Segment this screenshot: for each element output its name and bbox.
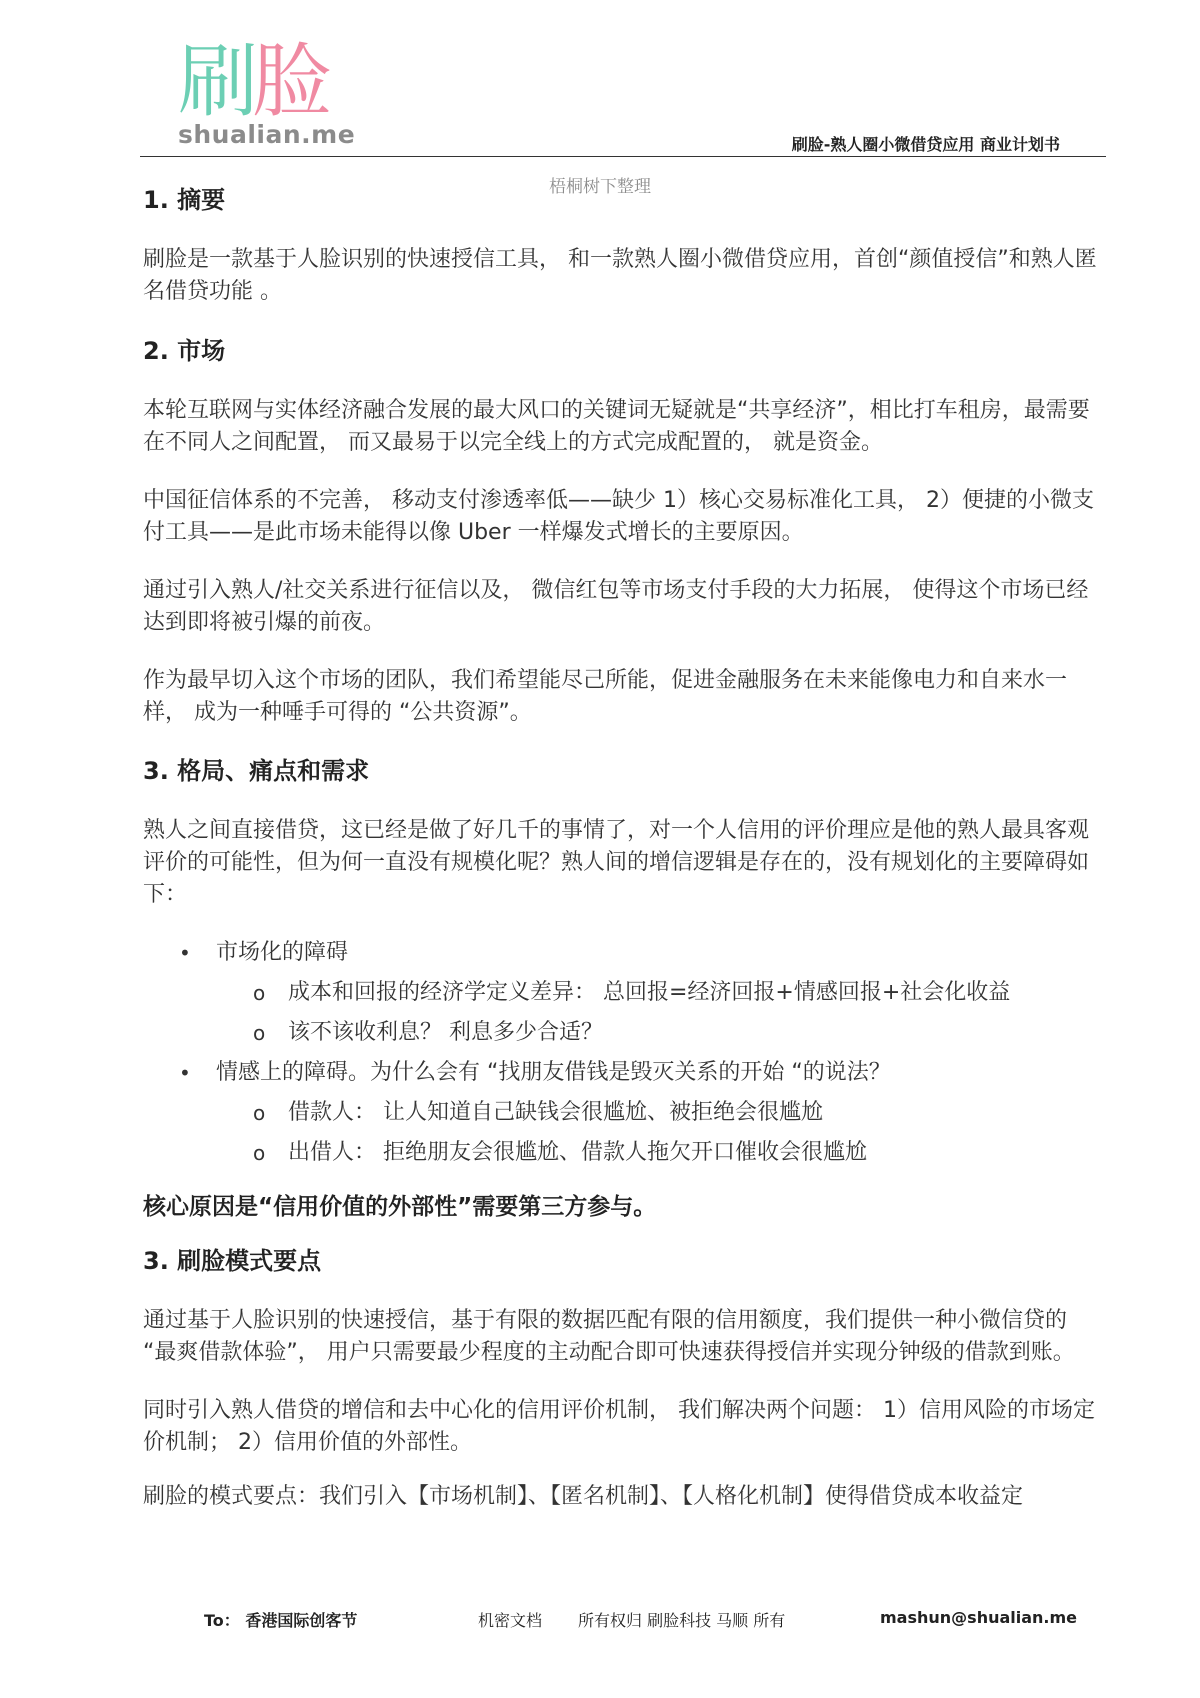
list-item: • 市场化的障碍 — [143, 937, 1105, 969]
logo-char-1: 刷 — [178, 35, 252, 128]
section-1-paragraph: 刷脸是一款基于人脸识别的快速授信工具， 和一款熟人圈小微借贷应用，首创“颜值授信”和熟人匿名借贷功能 。 — [143, 247, 1097, 304]
section-3-heading: 3. 格局、痛点和需求 — [143, 757, 370, 785]
section-3-paragraph: 熟人之间直接借贷，这已经是做了好几千的事情了，对一个人信用的评价理应是他的熟人最具客观评价的可能性，但为何一直没有规模化呢？熟人间的增信逻辑是存在的，没有规划化的主要障碍如下： — [143, 818, 1090, 907]
section-1-heading: 1. 摘要 — [143, 186, 226, 214]
section-2-paragraph-3: 通过引入熟人/社交关系进行征信以及， 微信红包等市场支付手段的大力拓展， 使得这个市场已经达到即将被引爆的前夜。 — [143, 578, 1089, 635]
header-divider — [140, 156, 1106, 157]
section-2-paragraph-1: 本轮互联网与实体经济融合发展的最大风口的关键词无疑就是“共享经济”，相比打车租房，最需要在不同人之间配置， 而又最易于以完全线上的方式完成配置的， 就是资金。 — [143, 398, 1090, 455]
footer-confidential: 机密文档 — [478, 1611, 543, 1630]
logo-wordmark — [178, 35, 326, 128]
section-4-paragraph-1: 通过基于人脸识别的快速授信，基于有限的数据匹配有限的信用额度，我们提供一种小微信贷的 “最爽借款体验”， 用户只需要最少程度的主动配合即可快速获得授信并实现分钟级的借款到账。 — [143, 1308, 1075, 1365]
list-item: o 该不该收利息？ 利息多少合适？ — [143, 1017, 1105, 1049]
list-item: o 成本和回报的经济学定义差异： 总回报=经济回报+情感回报+社会化收益 — [143, 977, 1105, 1009]
document-body — [143, 184, 1105, 1513]
logo-char-2: 脸 — [252, 35, 326, 128]
core-reason-statement: 核心原因是“信用价值的外部性”需要第三方参与。 — [143, 1194, 657, 1220]
section-2-heading: 2. 市场 — [143, 337, 226, 365]
section-4-paragraph-2: 同时引入熟人借贷的增信和去中心化的信用评价机制， 我们解决两个问题： 1）信用风险的市场定价机制； 2）信用价值的外部性。 — [143, 1398, 1095, 1455]
section-4-heading: 3. 刷脸模式要点 — [143, 1247, 322, 1275]
document-title: 刷脸-熟人圈小微借贷应用 商业计划书 — [791, 135, 1060, 154]
section-2-paragraph-2: 中国征信体系的不完善， 移动支付渗透率低——缺少 1）核心交易标准化工具， 2）便捷的小微支付工具——是此市场未能得以像 Uber 一样爆发式增长的主要原因。 — [143, 488, 1094, 545]
footer-ownership: 所有权归 刷脸科技 马顺 所有 — [578, 1611, 786, 1630]
footer-recipient: To： 香港国际创客节 — [204, 1611, 358, 1630]
section-4-paragraph-3: 刷脸的模式要点：我们引入【市场机制】、【匿名机制】、【人格化机制】使得借贷成本收益定 — [143, 1484, 1024, 1509]
footer-email: mashun@shualian.me — [880, 1608, 1078, 1627]
logo-domain: shualian.me — [178, 120, 356, 149]
list-item: • 情感上的障碍。为什么会有 “找朋友借钱是毁灭关系的开始 “的说法？ — [143, 1057, 1105, 1089]
list-item: o 借款人： 让人知道自己缺钱会很尴尬、被拒绝会很尴尬 — [143, 1097, 1105, 1129]
list-item: o 出借人： 拒绝朋友会很尴尬、借款人拖欠开口催收会很尴尬 — [143, 1137, 1105, 1169]
section-2-paragraph-4: 作为最早切入这个市场的团队，我们希望能尽己所能，促进金融服务在未来能像电力和自来水一样， 成为一种唾手可得的 “公共资源”。 — [143, 668, 1068, 725]
watermark-text: 梧桐树下整理 — [549, 177, 651, 197]
obstacle-list — [143, 937, 1105, 1169]
